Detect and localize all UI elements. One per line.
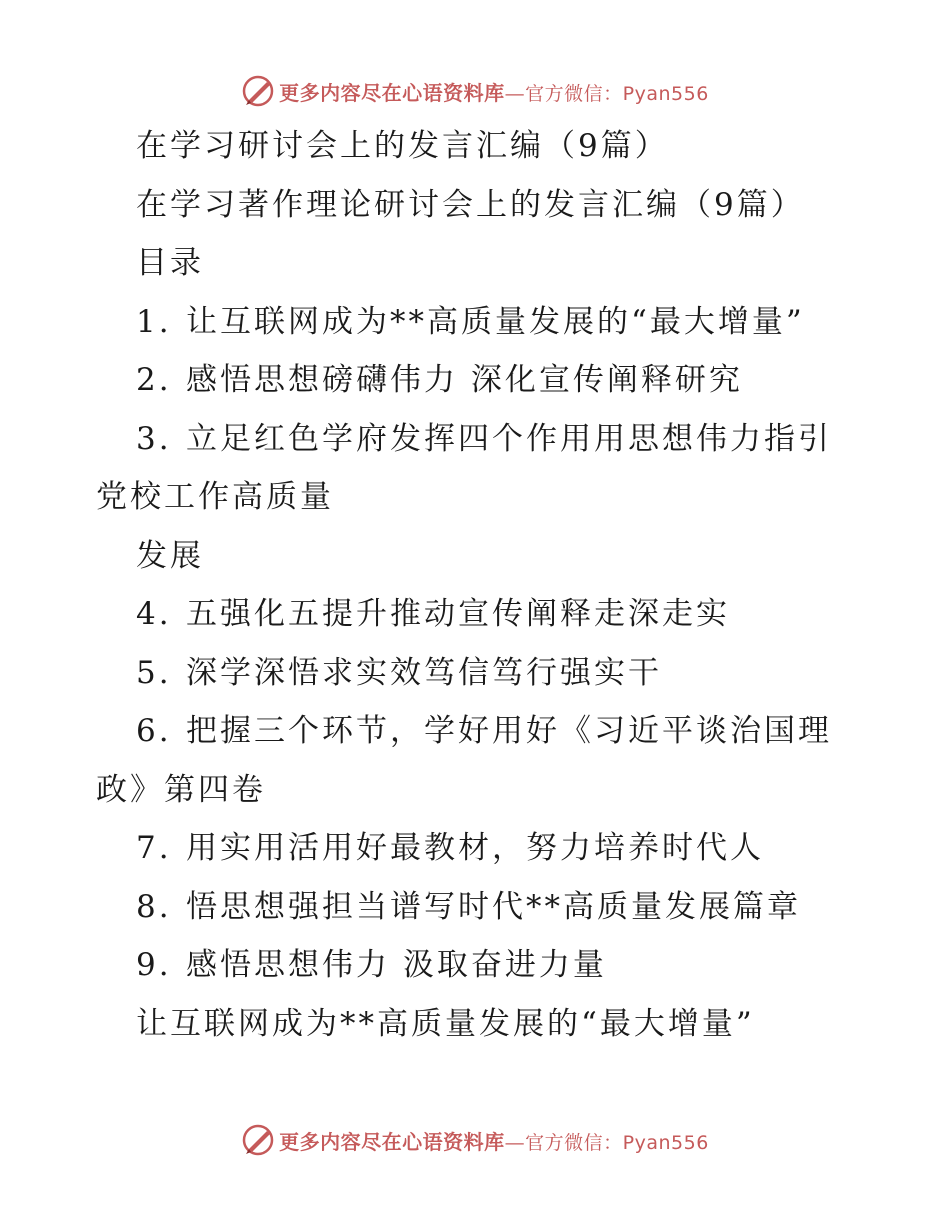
footer-watermark bbox=[0, 1120, 950, 1160]
doc-subtitle: 在学习著作理论研讨会上的发言汇编（9篇） bbox=[136, 186, 805, 223]
document-body bbox=[96, 117, 856, 1053]
toc-item-4: 4. 五强化五提升推动宣传阐释走深走实 bbox=[136, 596, 730, 632]
toc-item-6-continued: 政》第四卷 bbox=[96, 771, 266, 808]
toc-item-6: 6. 把握三个环节，学好用好《习近平谈治国理 bbox=[136, 713, 832, 749]
toc-item-1: 1. 让互联网成为**高质量发展的“最大增量” bbox=[136, 303, 805, 340]
watermark-text: 更多内容尽在心语资料库—官方微信：Pyan556 bbox=[279, 1129, 709, 1154]
quill-pen-logo-icon bbox=[241, 1123, 275, 1157]
toc-item-8: 8. 悟思想强担当谱写时代**高质量发展篇章 bbox=[136, 888, 801, 925]
doc-title: 在学习研讨会上的发言汇编（9篇） bbox=[136, 128, 669, 164]
toc-item-5: 5. 深学深悟求实效笃信笃行强实干 bbox=[136, 654, 662, 691]
header-watermark bbox=[0, 71, 950, 111]
toc-item-3-continued-2: 发展 bbox=[136, 537, 204, 574]
toc-item-2: 2. 感悟思想磅礴伟力 深化宣传阐释研究 bbox=[136, 362, 743, 398]
watermark-text: 更多内容尽在心语资料库—官方微信：Pyan556 bbox=[279, 80, 709, 105]
section-title: 让互联网成为**高质量发展的“最大增量” bbox=[136, 1005, 755, 1042]
toc-item-3: 3. 立足红色学府发挥四个作用用思想伟力指引 bbox=[136, 420, 832, 457]
toc-heading: 目录 bbox=[136, 245, 204, 281]
quill-pen-logo-icon bbox=[241, 74, 275, 108]
toc-item-7: 7. 用实用活用好最教材，努力培养时代人 bbox=[136, 830, 764, 866]
toc-item-3-continued: 党校工作高质量 bbox=[96, 479, 334, 515]
toc-item-9: 9. 感悟思想伟力 汲取奋进力量 bbox=[136, 947, 607, 983]
